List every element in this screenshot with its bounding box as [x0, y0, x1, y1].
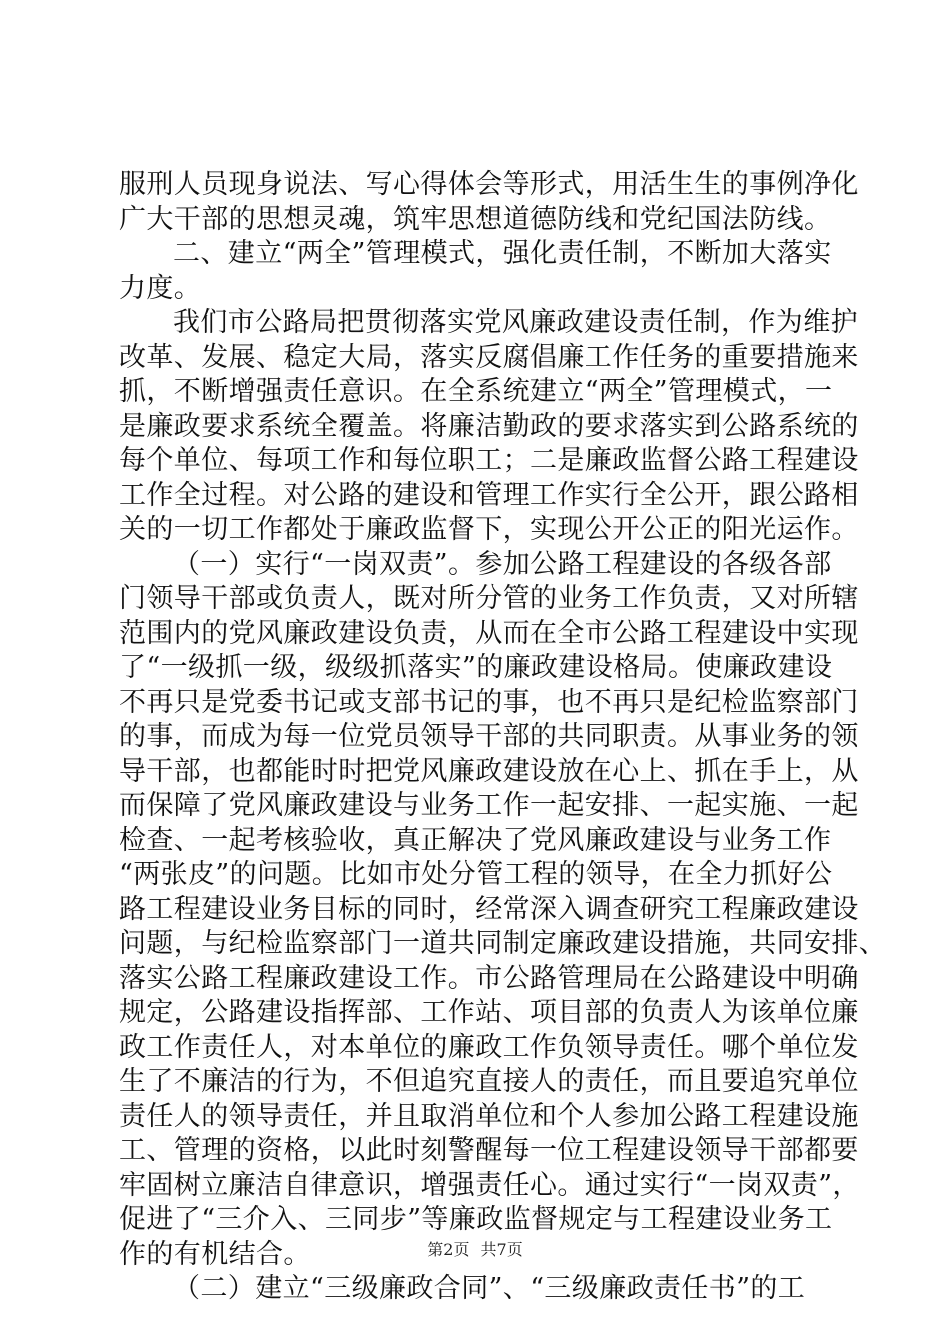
text-line: 是廉政要求系统全覆盖。将廉洁勤政的要求落实到公路系统的 [119, 410, 859, 442]
text-line: 作的有机结合。 [119, 1238, 311, 1270]
text-line: 促进了“三介入、三同步”等廉政监督规定与工程建设业务工 [119, 1204, 833, 1235]
text-line: 不再只是党委书记或支部书记的事，也不再只是纪检监察部门 [119, 686, 859, 718]
text-line: 检查、一起考核验收，真正解决了党风廉政建设与业务工作 [119, 824, 832, 856]
text-line: 导干部，也都能时时把党风廉政建设放在心上、抓在手上，从 [119, 755, 859, 787]
text-line: 落实公路工程廉政建设工作。市公路管理局在公路建设中明确 [119, 962, 859, 994]
text-line: 服刑人员现身说法、写心得体会等形式，用活生生的事例净化 [119, 169, 859, 200]
text-line: 规定，公路建设指挥部、工作站、项目部的负责人为该单位廉 [119, 997, 859, 1028]
text-line: 改革、发展、稳定大局，落实反腐倡廉工作任务的重要措施来 [119, 341, 859, 373]
text-line: （一）实行“一岗双责”。参加公路工程建设的各级各部 [173, 548, 832, 580]
text-line: 了“一级抓一级，级级抓落实”的廉政建设格局。使廉政建设 [119, 652, 833, 683]
text-line: （二）建立“三级廉政合同”、“三级廉政责任书”的工 [173, 1273, 806, 1304]
text-line: 我们市公路局把贯彻落实党风廉政建设责任制，作为维护 [173, 307, 858, 338]
text-line: 工、管理的资格，以此时刻警醒每一位工程建设领导干部都要 [119, 1135, 859, 1166]
text-line: 问题，与纪检监察部门一道共同制定廉政建设措施，共同安排、 [119, 928, 887, 959]
text-line: 牢固树立廉洁自律意识，增强责任心。通过实行“一岗双责”， [119, 1169, 860, 1201]
text-line: 范围内的党风廉政建设负责，从而在全市公路工程建设中实现 [119, 617, 859, 649]
text-line: “两张皮”的问题。比如市处分管工程的领导，在全力抓好公 [119, 859, 833, 890]
document-body [119, 168, 887, 1307]
text-line: 二、建立“两全”管理模式，强化责任制，不断加大落实 [173, 238, 832, 269]
text-line: 门领导干部或负责人，既对所分管的业务工作负责，又对所辖 [119, 583, 859, 614]
text-line: 广大干部的思想灵魂，筑牢思想道德防线和党纪国法防线。 [119, 203, 832, 235]
text-line: 每个单位、每项工作和每位职工；二是廉政监督公路工程建设 [119, 445, 859, 476]
text-line: 关的一切工作都处于廉政监督下，实现公开公正的阳光运作。 [119, 514, 859, 545]
page-footer [0, 1240, 950, 1260]
text-line: 路工程建设业务目标的同时，经常深入调查研究工程廉政建设 [119, 893, 859, 925]
text-line: 的事，而成为每一位党员领导干部的共同职责。从事业务的领 [119, 721, 859, 752]
text-line: 抓，不断增强责任意识。在全系统建立“两全”管理模式，一 [119, 376, 833, 407]
text-line: 政工作责任人，对本单位的廉政工作负领导责任。哪个单位发 [119, 1031, 859, 1063]
text-line: 责任人的领导责任，并且取消单位和个人参加公路工程建设施 [119, 1100, 859, 1132]
page-number: 第2页 [427, 1240, 470, 1259]
page-total: 共7页 [480, 1240, 523, 1259]
text-line: 生了不廉洁的行为，不但追究直接人的责任，而且要追究单位 [119, 1066, 859, 1097]
text-line: 而保障了党风廉政建设与业务工作一起安排、一起实施、一起 [119, 790, 859, 821]
text-line: 力度。 [119, 272, 202, 304]
text-line: 工作全过程。对公路的建设和管理工作实行全公开，跟公路相 [119, 479, 859, 511]
